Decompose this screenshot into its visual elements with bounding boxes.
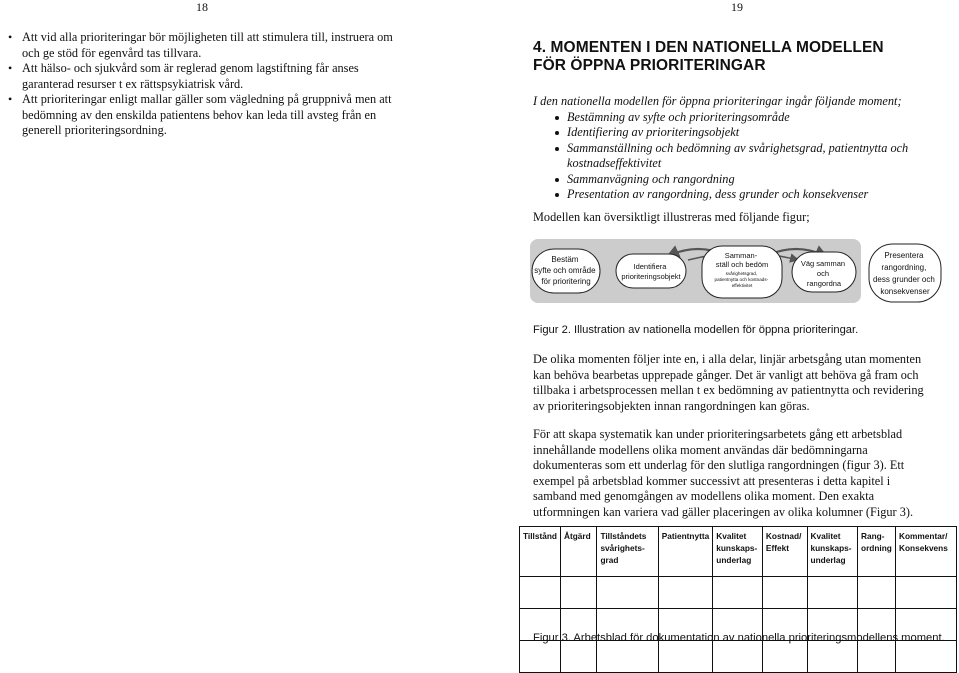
step-text: effektivitet: [731, 283, 753, 288]
figure3-caption: Figur 3. Arbetsblad för dokumentation av nationella prioriteringsmodellens moment.: [533, 632, 945, 644]
figure2-caption: Figur 2. Illustration av nationella modellen för öppna prioriteringar.: [533, 324, 859, 336]
step-presentera: [869, 244, 941, 302]
worksheet-header-cell: Kvalitet kunskaps- underlag: [713, 527, 763, 577]
step-text: rangordna: [806, 279, 842, 288]
step-text: konsekvenser: [880, 287, 930, 296]
page-number-right: 19: [731, 0, 743, 14]
worksheet-header-row: [520, 527, 957, 577]
step-text: syfte och område: [534, 266, 596, 275]
step-text: och: [816, 269, 829, 278]
worksheet-header-cell: Patientnytta: [658, 527, 712, 577]
section-heading: 4. MOMENTEN I DEN NATIONELLA MODELLEN FÖR ÖPPNA PRIORITERINGAR: [533, 39, 884, 74]
paragraph-2: För att skapa systematik kan under prioriteringsarbetets gång ett arbetsblad innehållande modellens olika moment användas där bedömningarna dokumenteras som ett underlag för den slutliga rangordningen (figur 3). Ett exempel på arbetsblad kommer successivt att presenteras i detta kapitel i samband med genomgången av modellens olika moment. Den exakta utformningen kan variera vad gäller placeringen av olika kolumner (Figur 3).: [533, 427, 914, 519]
step-text: ställ och bedöm: [715, 260, 769, 269]
worksheet-empty-row: [520, 641, 957, 673]
worksheet-header-cell: Rang- ordning: [858, 527, 896, 577]
step-text: Presentera: [884, 251, 924, 260]
step-text: svårighetsgrad,: [725, 271, 758, 276]
step-text: dess grunder och: [872, 275, 935, 284]
step-text: Samman-: [724, 251, 758, 260]
step-bestam: [532, 249, 600, 293]
worksheet-header-cell: Tillstånd: [520, 527, 561, 577]
model-diagram: [528, 236, 958, 308]
moment-item: Bestämning av syfte och prioriteringsområde: [533, 110, 933, 126]
step-text: prioriteringsobjekt: [621, 272, 681, 281]
left-bullet: • Att hälso- och sjukvård som är reglerad genom lagstiftning får anses garanterad resurser t ex rättspsykiatrisk vård.: [8, 61, 403, 92]
step-text: rangordning,: [881, 263, 927, 272]
step-text: patientnytta och kostnads-: [714, 277, 769, 282]
left-bullet: • Att prioriteringar enligt mallar gäller som vägledning på gruppnivå men att bedömning av den enskilda patientens behov kan leda till avsteg från en generell prioriteringsordning.: [8, 92, 403, 139]
worksheet-empty-row: [520, 577, 957, 609]
step-text: Väg samman: [800, 259, 846, 268]
worksheet-header-cell: Kommentar/ Konsekvens: [895, 527, 956, 577]
step-text: Bestäm: [551, 255, 579, 264]
step-vag-samman: [792, 252, 856, 292]
step-text: för prioritering: [541, 277, 591, 286]
page-number-left: 18: [196, 0, 208, 14]
step-sammanstall: [702, 246, 782, 298]
paragraph-1: De olika momenten följer inte en, i alla delar, linjär arbetsgång utan momenten kan behöva bearbetas upprepade gånger. Det är vanligt att behöva gå fram och tillbaka i arbetsprocessen mellan t ex bedömning av patientnytta och revidering av prioriteringsobjekten innan rangordningen kan göras.: [533, 352, 924, 413]
moments-list: [533, 110, 933, 203]
moments-block: [533, 94, 933, 203]
moment-item: Presentation av rangordning, dess grunder och konsekvenser: [533, 187, 933, 203]
moments-intro: I den nationella modellen för öppna prioriteringar ingår följande moment;: [533, 94, 902, 108]
worksheet-header-cell: Kvalitet kunskaps- underlag: [807, 527, 858, 577]
moment-item: Identifiering av prioriteringsobjekt: [533, 125, 933, 141]
worksheet-table: [519, 526, 957, 673]
worksheet-header-cell: Tillståndets svårighets- grad: [597, 527, 658, 577]
model-intro: Modellen kan översiktligt illustreras med följande figur;: [533, 210, 810, 224]
worksheet-header-cell: Kostnad/ Effekt: [762, 527, 807, 577]
moment-item: Sammanvägning och rangordning: [533, 172, 933, 188]
step-text: Identifiera: [633, 262, 667, 271]
moment-item: Sammanställning och bedömning av svårighetsgrad, patientnytta och kostnadseffektivitet: [533, 141, 933, 172]
left-bullet-list: [8, 30, 403, 139]
left-bullet: • Att vid alla prioriteringar bör möjligheten till att stimulera till, instruera om och ge stöd för egenvård tas tillvara.: [8, 30, 403, 61]
step-identifiera: [616, 254, 686, 288]
worksheet-header-cell: Åtgärd: [560, 527, 596, 577]
